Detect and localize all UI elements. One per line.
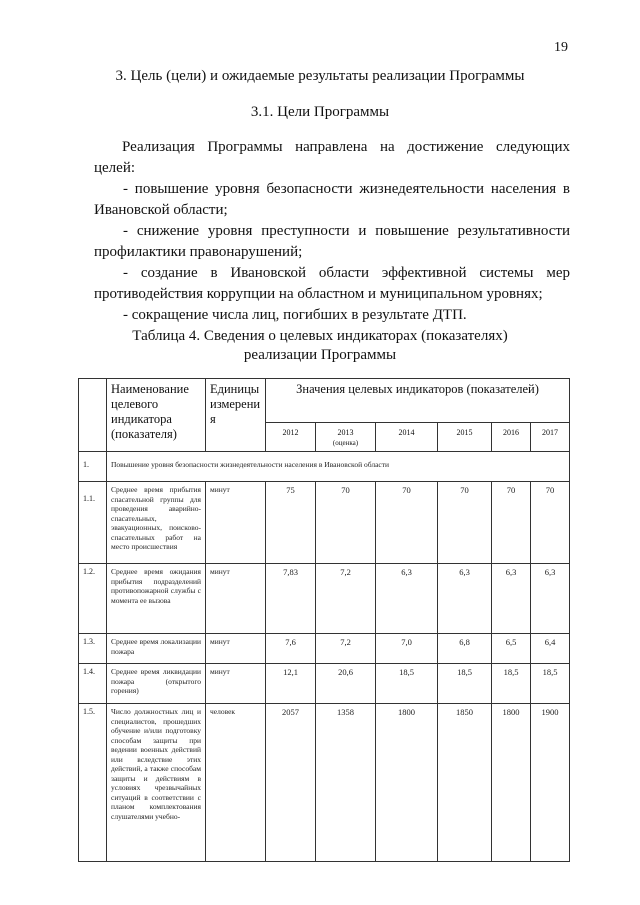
indicator-value: 70 — [531, 482, 570, 564]
header-units: Единицы измерени я — [206, 379, 266, 452]
section-heading: 3. Цель (цели) и ожидаемые результаты реализации Программы — [115, 68, 525, 84]
row-number: 1.4. — [79, 664, 107, 704]
indicator-value: 18,5 — [492, 664, 531, 704]
header-year: 2016 — [492, 423, 531, 452]
indicator-value: 12,1 — [266, 664, 316, 704]
indicator-value: 6,4 — [531, 634, 570, 664]
row-number: 1.1. — [79, 482, 107, 564]
indicator-value: 2057 — [266, 704, 316, 862]
indicator-value: 7,2 — [316, 564, 376, 634]
goal-item: - снижение уровня преступности и повышение результативности — [123, 223, 570, 239]
indicator-value: 7,2 — [316, 634, 376, 664]
indicator-value: 6,5 — [492, 634, 531, 664]
indicator-name: Среднее время ликвидации пожара (открытого горения) — [107, 664, 206, 704]
indicator-value: 70 — [376, 482, 438, 564]
table-row — [79, 634, 570, 664]
indicator-value: 6,3 — [531, 564, 570, 634]
header-year-note: (оценка) — [332, 439, 359, 447]
indicator-value: 70 — [316, 482, 376, 564]
header-values: Значения целевых индикаторов (показателей) — [266, 379, 570, 423]
table-row — [79, 664, 570, 704]
indicator-value: 7,83 — [266, 564, 316, 634]
indicator-value: 18,5 — [438, 664, 492, 704]
indicator-name: Среднее время прибытия спасательной группы для проведения аварийно-спасательных, эвакуационных, поисково-спасательных работ на место происшествия — [107, 482, 206, 564]
indicator-unit: минут — [206, 634, 266, 664]
goal-item: - повышение уровня безопасности жизнедеятельности населения в — [123, 181, 570, 197]
indicator-unit: человек — [206, 704, 266, 862]
goal-item-cont: профилактики правонарушений; — [94, 244, 303, 260]
row-number: 1. — [79, 452, 107, 482]
page-number: 19 — [554, 40, 568, 55]
indicator-value: 18,5 — [531, 664, 570, 704]
indicator-unit: минут — [206, 482, 266, 564]
table-caption-line: реализации Программы — [243, 347, 397, 363]
indicator-name: Среднее время ожидания прибытия подразделений противопожарной службы с момента ее вызова — [107, 564, 206, 634]
row-number: 1.2. — [79, 564, 107, 634]
indicator-value: 75 — [266, 482, 316, 564]
intro-paragraph — [94, 137, 570, 326]
row-number: 1.5. — [79, 704, 107, 862]
indicator-value: 1358 — [316, 704, 376, 862]
header-num-cell — [79, 379, 107, 452]
header-year: 2013 (оценка) — [316, 423, 376, 452]
indicator-value: 1800 — [492, 704, 531, 862]
indicator-value: 6,3 — [438, 564, 492, 634]
indicator-value: 1800 — [376, 704, 438, 862]
header-year: 2017 — [531, 423, 570, 452]
goal-item-cont: противодействия коррупции на областном и муниципальном уровнях; — [94, 286, 543, 302]
indicators-table — [78, 378, 570, 862]
table-row — [79, 564, 570, 634]
indicator-value: 6,8 — [438, 634, 492, 664]
indicator-value: 7,0 — [376, 634, 438, 664]
goal-item: - сокращение числа лиц, погибших в результате ДТП. — [123, 307, 467, 323]
table-caption-line: Таблица 4. Сведения о целевых индикаторах (показателях) — [132, 328, 508, 344]
indicator-value: 20,6 — [316, 664, 376, 704]
subsection-heading: 3.1. Цели Программы — [250, 104, 390, 120]
intro-line: целей: — [94, 160, 136, 176]
table-row — [79, 704, 570, 862]
header-year: 2015 — [438, 423, 492, 452]
table-section-row — [79, 452, 570, 482]
indicator-name: Число должностных лиц и специалистов, прошедших обучение и/или подготовку способам защиты при ведении военных действий или вследствие этих действий, а также способам защиты и действиям в условиях чрезвычайных ситуаций в соответствии с планом комплектования слушателями учебно- — [107, 704, 206, 862]
indicator-name: Среднее время локализации пожара — [107, 634, 206, 664]
indicator-value: 1900 — [531, 704, 570, 862]
goal-item-cont: Ивановской области; — [94, 202, 228, 218]
header-year: 2014 — [376, 423, 438, 452]
goal-item: - создание в Ивановской области эффективной системы мер — [123, 265, 570, 281]
indicator-value: 70 — [492, 482, 531, 564]
indicator-value: 70 — [438, 482, 492, 564]
indicator-value: 6,3 — [492, 564, 531, 634]
indicator-value: 1850 — [438, 704, 492, 862]
header-year: 2012 — [266, 423, 316, 452]
indicator-unit: минут — [206, 564, 266, 634]
table-row — [79, 482, 570, 564]
indicator-value: 18,5 — [376, 664, 438, 704]
intro-line: Реализация Программы направлена на достижение следующих — [122, 139, 570, 155]
indicator-value: 6,3 — [376, 564, 438, 634]
indicator-value: 7,6 — [266, 634, 316, 664]
header-indicator-name: Наименование целевого индикатора (показателя) — [107, 379, 206, 452]
row-number: 1.3. — [79, 634, 107, 664]
section-title: Повышение уровня безопасности жизнедеятельности населения в Ивановской области — [107, 452, 570, 482]
table-caption — [0, 327, 640, 365]
indicator-unit: минут — [206, 664, 266, 704]
